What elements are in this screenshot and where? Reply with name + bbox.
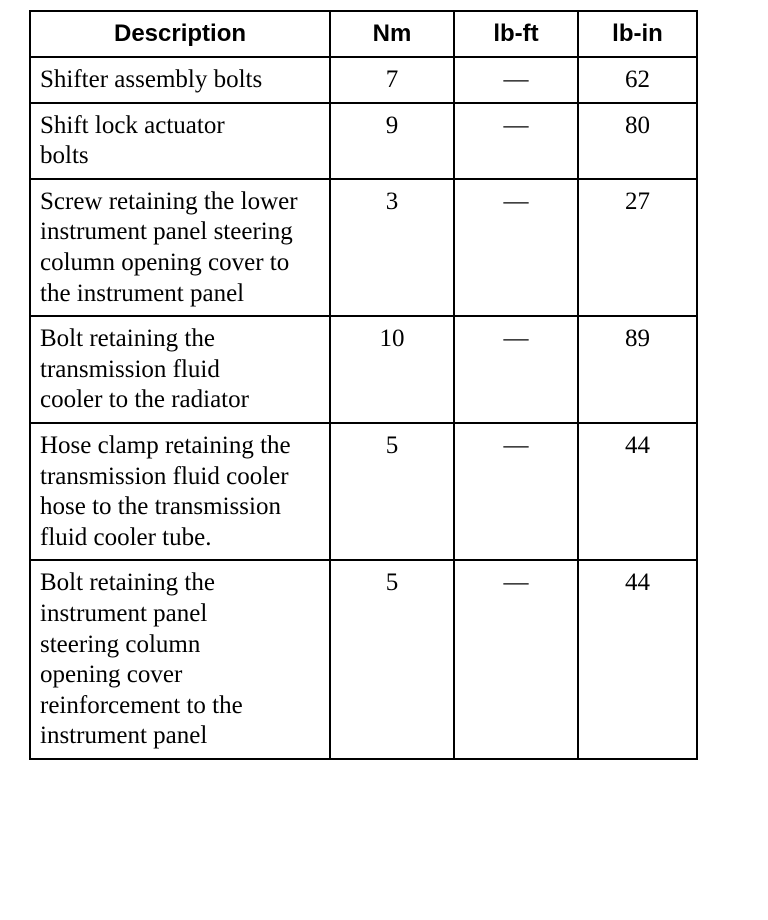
- lbin-cell: 44: [578, 560, 697, 759]
- lbft-cell: —: [454, 560, 578, 759]
- column-header-lbin: lb-in: [578, 11, 697, 57]
- lbft-cell: —: [454, 57, 578, 103]
- lbft-cell: —: [454, 103, 578, 179]
- lbin-cell: 89: [578, 316, 697, 423]
- table-row: [30, 103, 697, 179]
- table-row: [30, 316, 697, 423]
- nm-cell: 5: [330, 423, 454, 560]
- column-header-description: Description: [30, 11, 330, 57]
- nm-cell: 7: [330, 57, 454, 103]
- description-cell: Shifter assembly bolts: [30, 57, 330, 103]
- torque-specifications-table: [29, 10, 698, 760]
- column-header-lbft: lb-ft: [454, 11, 578, 57]
- description-cell: Screw retaining the lower instrument panel steering column opening cover to the instrument panel: [30, 179, 330, 316]
- lbft-cell: —: [454, 316, 578, 423]
- nm-cell: 9: [330, 103, 454, 179]
- table-row: [30, 179, 697, 316]
- description-cell: Bolt retaining the transmission fluid cooler to the radiator: [30, 316, 330, 423]
- column-header-nm: Nm: [330, 11, 454, 57]
- table-row: [30, 423, 697, 560]
- nm-cell: 3: [330, 179, 454, 316]
- lbin-cell: 27: [578, 179, 697, 316]
- lbin-cell: 62: [578, 57, 697, 103]
- description-cell: Bolt retaining the instrument panel steering column opening cover reinforcement to the instrument panel: [30, 560, 330, 759]
- description-cell: Shift lock actuator bolts: [30, 103, 330, 179]
- table-row: [30, 560, 697, 759]
- table-row: [30, 57, 697, 103]
- header-row: [30, 11, 697, 57]
- lbft-cell: —: [454, 423, 578, 560]
- nm-cell: 5: [330, 560, 454, 759]
- description-cell: Hose clamp retaining the transmission fluid cooler hose to the transmission fluid cooler tube.: [30, 423, 330, 560]
- lbin-cell: 80: [578, 103, 697, 179]
- lbin-cell: 44: [578, 423, 697, 560]
- nm-cell: 10: [330, 316, 454, 423]
- lbft-cell: —: [454, 179, 578, 316]
